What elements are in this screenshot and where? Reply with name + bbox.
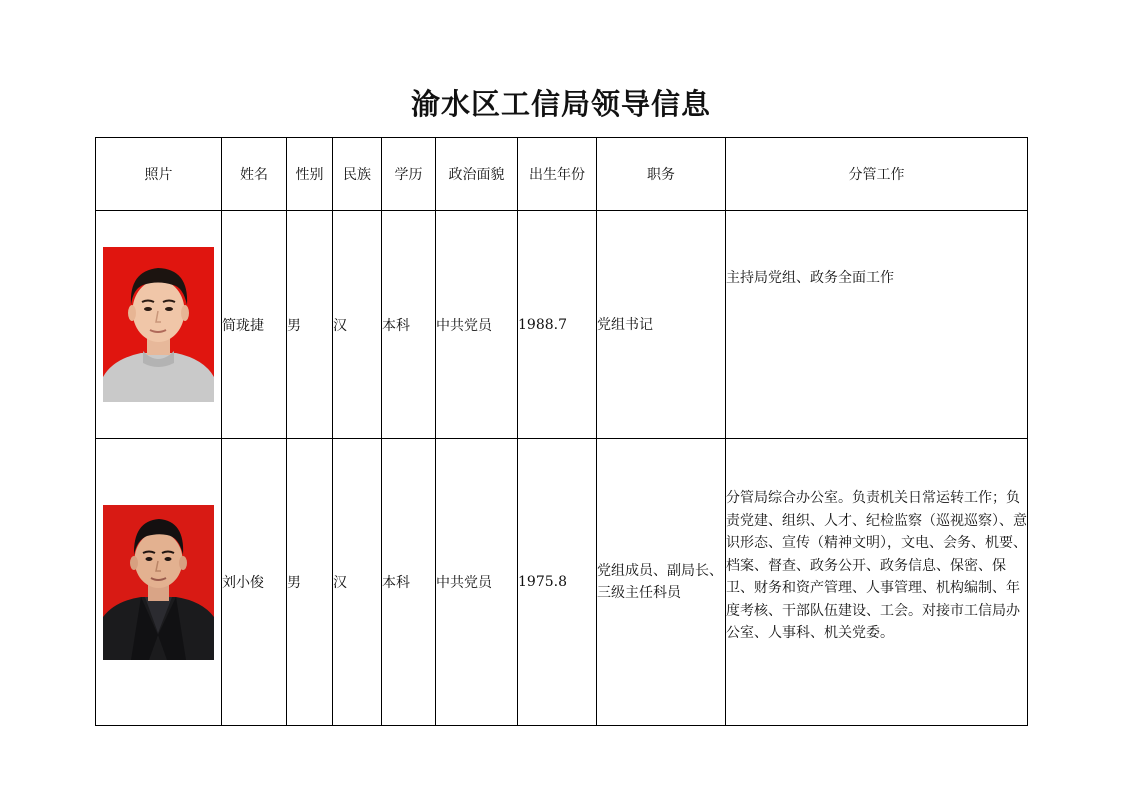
header-political: 政治面貌	[436, 138, 518, 211]
cell-position: 党组成员、副局长、三级主任科员	[597, 439, 726, 726]
table-header-row	[96, 138, 1028, 211]
table-row	[96, 439, 1028, 726]
header-education: 学历	[382, 138, 436, 211]
photo-cell	[96, 439, 222, 726]
cell-duties: 主持局党组、政务全面工作	[726, 211, 1028, 439]
cell-name: 简珑捷	[222, 211, 287, 439]
cell-name: 刘小俊	[222, 439, 287, 726]
portrait-photo	[103, 247, 214, 402]
cell-birth: 1988.7	[518, 211, 597, 439]
cell-ethnicity: 汉	[333, 211, 382, 439]
cell-political: 中共党员	[436, 211, 518, 439]
cell-birth: 1975.8	[518, 439, 597, 726]
cell-gender: 男	[287, 439, 333, 726]
header-birth: 出生年份	[518, 138, 597, 211]
header-name: 姓名	[222, 138, 287, 211]
cell-gender: 男	[287, 211, 333, 439]
cell-duties: 分管局综合办公室。负责机关日常运转工作；负责党建、组织、人才、纪检监察（巡视巡察）、意识形态、宣传（精神文明），文电、会务、机要、档案、督查、政务公开、政务信息、保密、保卫、财务和资产管理、人事管理、机构编制、年度考核、干部队伍建设、工会。对接市工信局办公室、人事科、机关党委。	[726, 439, 1028, 726]
header-ethnicity: 民族	[333, 138, 382, 211]
page-title: 渝水区工信局领导信息	[410, 87, 711, 121]
cell-education: 本科	[382, 211, 436, 439]
portrait-photo	[103, 505, 214, 660]
header-duties: 分管工作	[726, 138, 1028, 211]
header-photo: 照片	[96, 138, 222, 211]
cell-ethnicity: 汉	[333, 439, 382, 726]
cell-political: 中共党员	[436, 439, 518, 726]
photo-cell	[96, 211, 222, 439]
cell-education: 本科	[382, 439, 436, 726]
header-position: 职务	[597, 138, 726, 211]
cell-position: 党组书记	[597, 211, 726, 439]
leaders-table	[95, 137, 1028, 726]
header-gender: 性别	[287, 138, 333, 211]
table-row	[96, 211, 1028, 439]
